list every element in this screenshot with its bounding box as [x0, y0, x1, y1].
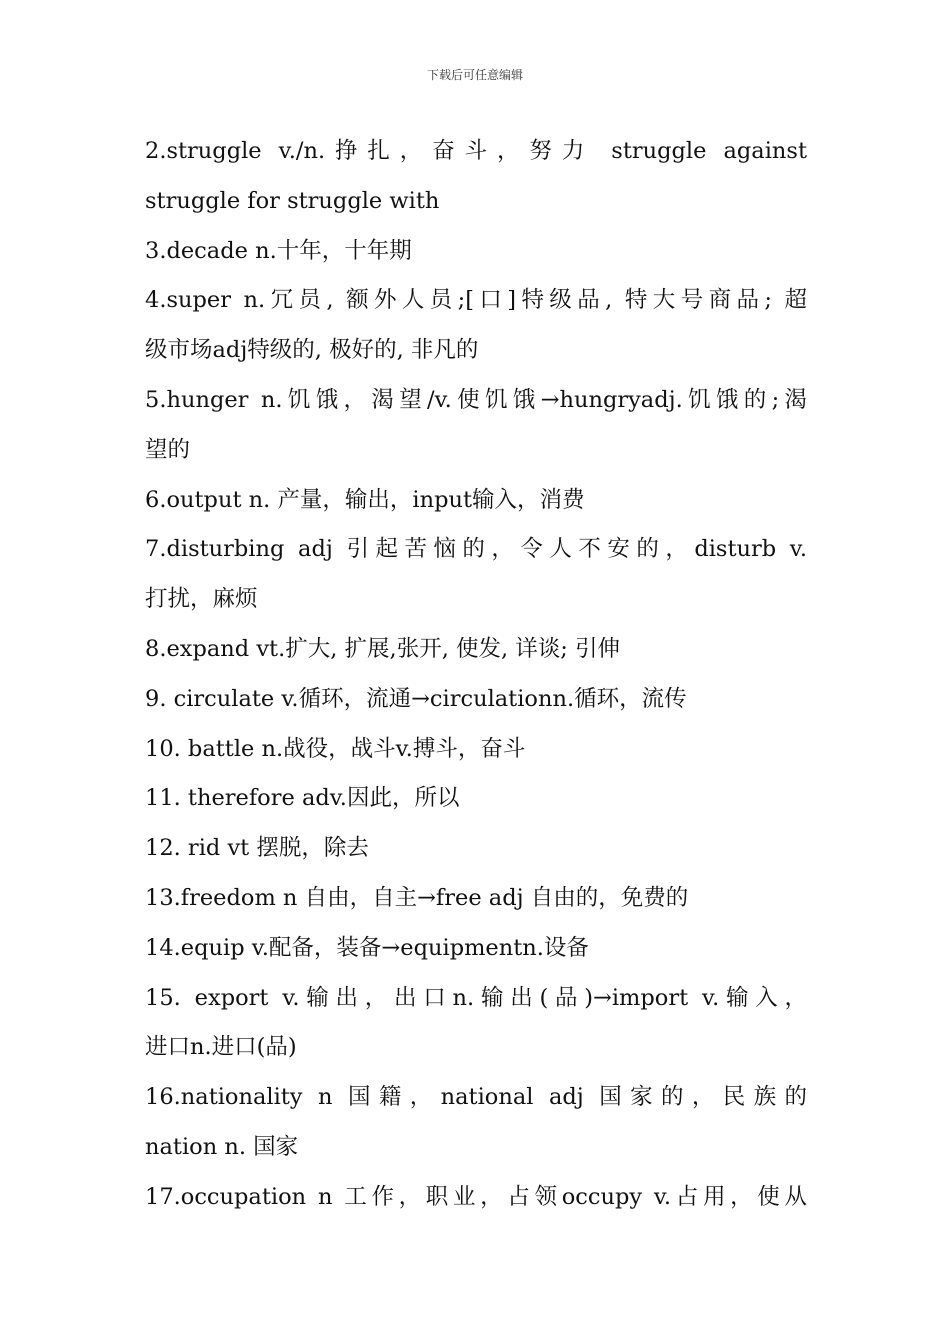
vocab-line: 4.super n.冗员, 额外人员;[口]特级品, 特大号商品; 超: [145, 287, 807, 314]
vocab-line: 望的: [145, 436, 191, 463]
vocab-line: 9. circulate v.循环，流通→circulationn.循环，流传: [145, 685, 687, 712]
vocab-line: 17.occupation n 工作，职业，占领occupy v.占用，使从: [145, 1183, 807, 1210]
vocab-line: 6.output n. 产量，输出，input输入，消费: [145, 486, 585, 513]
vocab-line: 进口n.进口(品): [145, 1034, 297, 1061]
vocab-line: 3.decade n.十年，十年期: [145, 237, 412, 264]
vocabulary-list: [145, 127, 807, 1223]
vocab-line: nation n. 国家: [145, 1133, 299, 1160]
vocab-line: 16.nationality n 国籍，national adj 国家的，民族的: [145, 1084, 807, 1111]
vocab-line: 10. battle n.战役，战斗v.搏斗，奋斗: [145, 735, 526, 762]
vocab-line: 13.freedom n 自由，自主→free adj 自由的，免费的: [145, 884, 689, 911]
page-header-note: 下载后可任意编辑: [426, 68, 523, 82]
vocab-line: 15. export v.输出，出口n.输出(品)→import v.输入，: [145, 984, 807, 1011]
vocab-line: 7.disturbing adj 引起苦恼的，令人不安的，disturb v.: [145, 536, 807, 563]
vocab-line: 8.expand vt.扩大, 扩展,张开, 使发, 详谈; 引伸: [145, 635, 621, 662]
vocab-line: 级市场adj特级的, 极好的, 非凡的: [145, 337, 479, 364]
vocab-line: 11. therefore adv.因此，所以: [145, 785, 460, 812]
vocab-line: 5.hunger n.饥饿，渴望/v.使饥饿→hungryadj.饥饿的;渴: [145, 386, 807, 413]
vocab-line: 2.struggle v./n.挣扎，奋斗，努力 struggle against: [145, 138, 807, 164]
vocab-line: 14.equip v.配备，装备→equipmentn.设备: [145, 934, 589, 961]
vocab-line: 12. rid vt 摆脱，除去: [145, 835, 369, 862]
vocab-line: 打扰，麻烦: [145, 586, 258, 613]
vocab-line: struggle for struggle with: [145, 187, 440, 214]
